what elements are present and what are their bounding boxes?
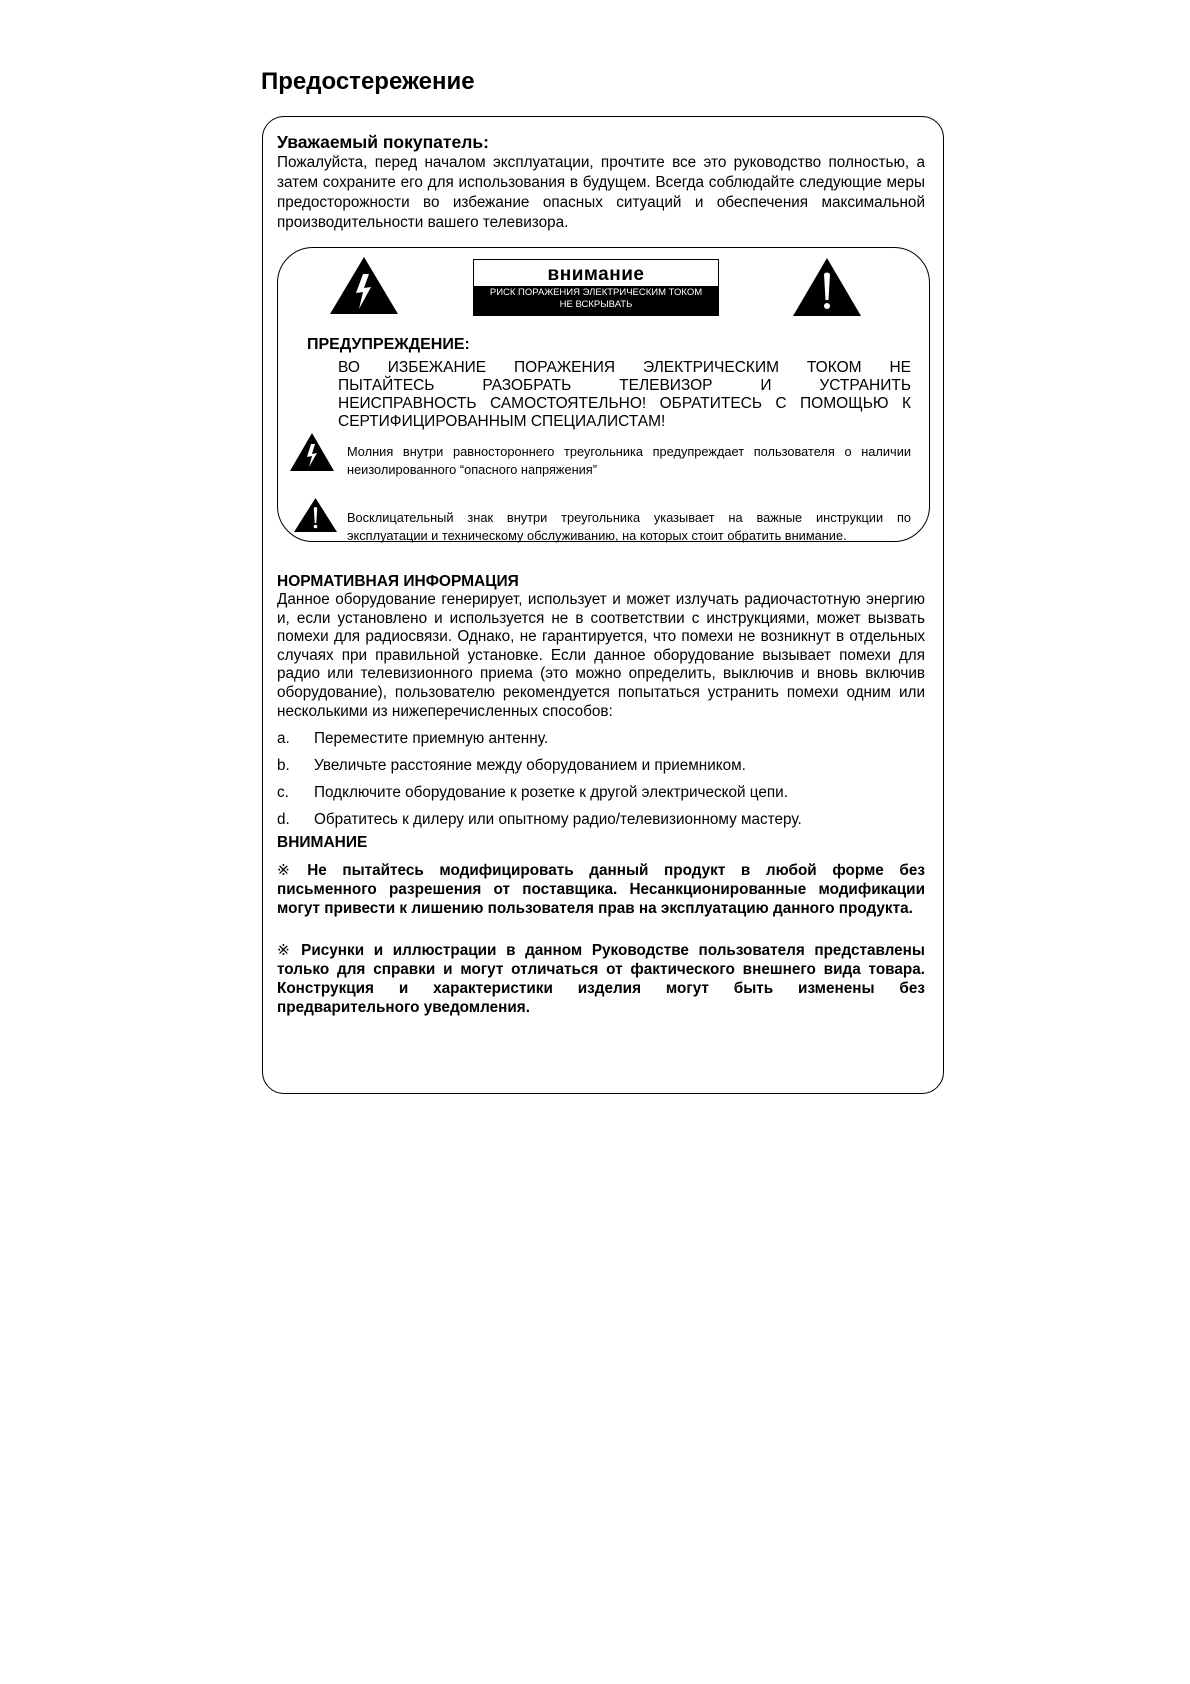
reference-mark-icon: ※ xyxy=(277,942,296,959)
warning-line: СЕРТИФИЦИРОВАННЫМ СПЕЦИАЛИСТАМ! xyxy=(338,413,666,430)
list-marker: a. xyxy=(277,730,290,747)
lightning-triangle-small-icon xyxy=(290,433,334,471)
caution-label xyxy=(473,259,719,316)
list-item-text: Увеличьте расстояние между оборудованием и приемником. xyxy=(314,757,746,774)
intro-section xyxy=(277,131,925,233)
reference-mark-icon: ※ xyxy=(277,862,302,879)
page-title: Предостережение xyxy=(261,68,475,95)
exclamation-triangle-icon xyxy=(793,258,861,316)
list-item xyxy=(277,783,925,810)
regulatory-text: Данное оборудование генерирует, использует и может излучать радиочастотную энергию и, если установлено и используется не в соответствии с инструкциями, может вызвать помехи для радиосвязи. Однако, не гарантируется, что помехи не возникнут в отдельных случаях при правильной установке. Если данное оборудование вызывает помехи для радио или телевизионного приема (это можно определить, выключив и вновь включив оборудование), пользователю рекомендуется попытаться устранить помехи одним или несколькими из нижеперечисленных способов: xyxy=(277,591,925,720)
intro-text: Пожалуйста, перед началом эксплуатации, прочтите все это руководство полностью, а затем сохраните его для использования в будущем. Всегда соблюдайте следующие меры предосторожности во избежание опасных ситуаций и обеспечения максимальной производительности вашего телевизора. xyxy=(277,154,925,231)
list-marker: c. xyxy=(277,784,289,801)
exclamation-explanation: Восклицательный знак внутри треугольника указывает на важные инструкции по эксплуатации и техническому обслуживанию, на которых стоит обратить внимание. xyxy=(347,510,911,543)
warning-line: ВО ИЗБЕЖАНИЕ ПОРАЖЕНИЯ ЭЛЕКТРИЧЕСКИМ ТОКОМ НЕ xyxy=(338,359,911,376)
warning-line: ПЫТАЙТЕСЬ РАЗОБРАТЬ ТЕЛЕВИЗОР И УСТРАНИТЬ xyxy=(338,377,911,394)
warning-heading: ПРЕДУПРЕЖДЕНИЕ: xyxy=(307,336,470,353)
regulatory-section xyxy=(277,572,925,721)
lightning-explanation: Молния внутри равностороннего треугольника предупреждает пользователя о наличии неизолированного “опасного напряжения” xyxy=(347,444,911,477)
list-marker: d. xyxy=(277,811,290,828)
list-item-text: Переместите приемную антенну. xyxy=(314,730,549,747)
warning-line: НЕИСПРАВНОСТЬ САМОСТОЯТЕЛЬНО! ОБРАТИТЕСЬ С ПОМОЩЬЮ К xyxy=(338,395,911,412)
lightning-triangle-icon xyxy=(330,257,398,314)
caution-label-line2: НЕ ВСКРЫВАТЬ xyxy=(559,299,633,310)
attention-paragraph-text: Не пытайтесь модифицировать данный продукт в любой форме без письменного разрешения от поставщика. Несанкционированные модификации могут привести к лишению пользователя прав на эксплуатацию данного продукта. xyxy=(277,862,925,917)
attention-paragraph xyxy=(277,941,925,1017)
attention-heading: ВНИМАНИЕ xyxy=(277,834,368,851)
caution-label-line1: РИСК ПОРАЖЕНИЯ ЭЛЕКТРИЧЕСКИМ ТОКОМ xyxy=(489,287,703,298)
warning-text xyxy=(338,359,911,431)
caution-label-title: внимание xyxy=(474,260,718,286)
list-item-text: Подключите оборудование к розетке к другой электрической цепи. xyxy=(314,784,788,801)
list-marker: b. xyxy=(277,757,290,774)
attention-paragraph xyxy=(277,861,925,918)
list-item xyxy=(277,756,925,783)
list-item-text: Обратитесь к дилеру или опытному радио/телевизионному мастеру. xyxy=(314,811,802,828)
regulatory-heading: НОРМАТИВНАЯ ИНФОРМАЦИЯ xyxy=(277,573,519,590)
list-item xyxy=(277,810,925,837)
intro-heading: Уважаемый покупатель: xyxy=(277,132,489,152)
list-item xyxy=(277,729,925,756)
exclamation-triangle-small-icon xyxy=(294,498,337,532)
attention-paragraph-text: Рисунки и иллюстрации в данном Руководстве пользователя представлены только для справки и могут отличаться от фактического внешнего вида товара. Конструкция и характеристики изделия могут быть изменены без предварительного уведомления. xyxy=(277,942,925,1016)
interference-remedies-list xyxy=(277,729,925,837)
